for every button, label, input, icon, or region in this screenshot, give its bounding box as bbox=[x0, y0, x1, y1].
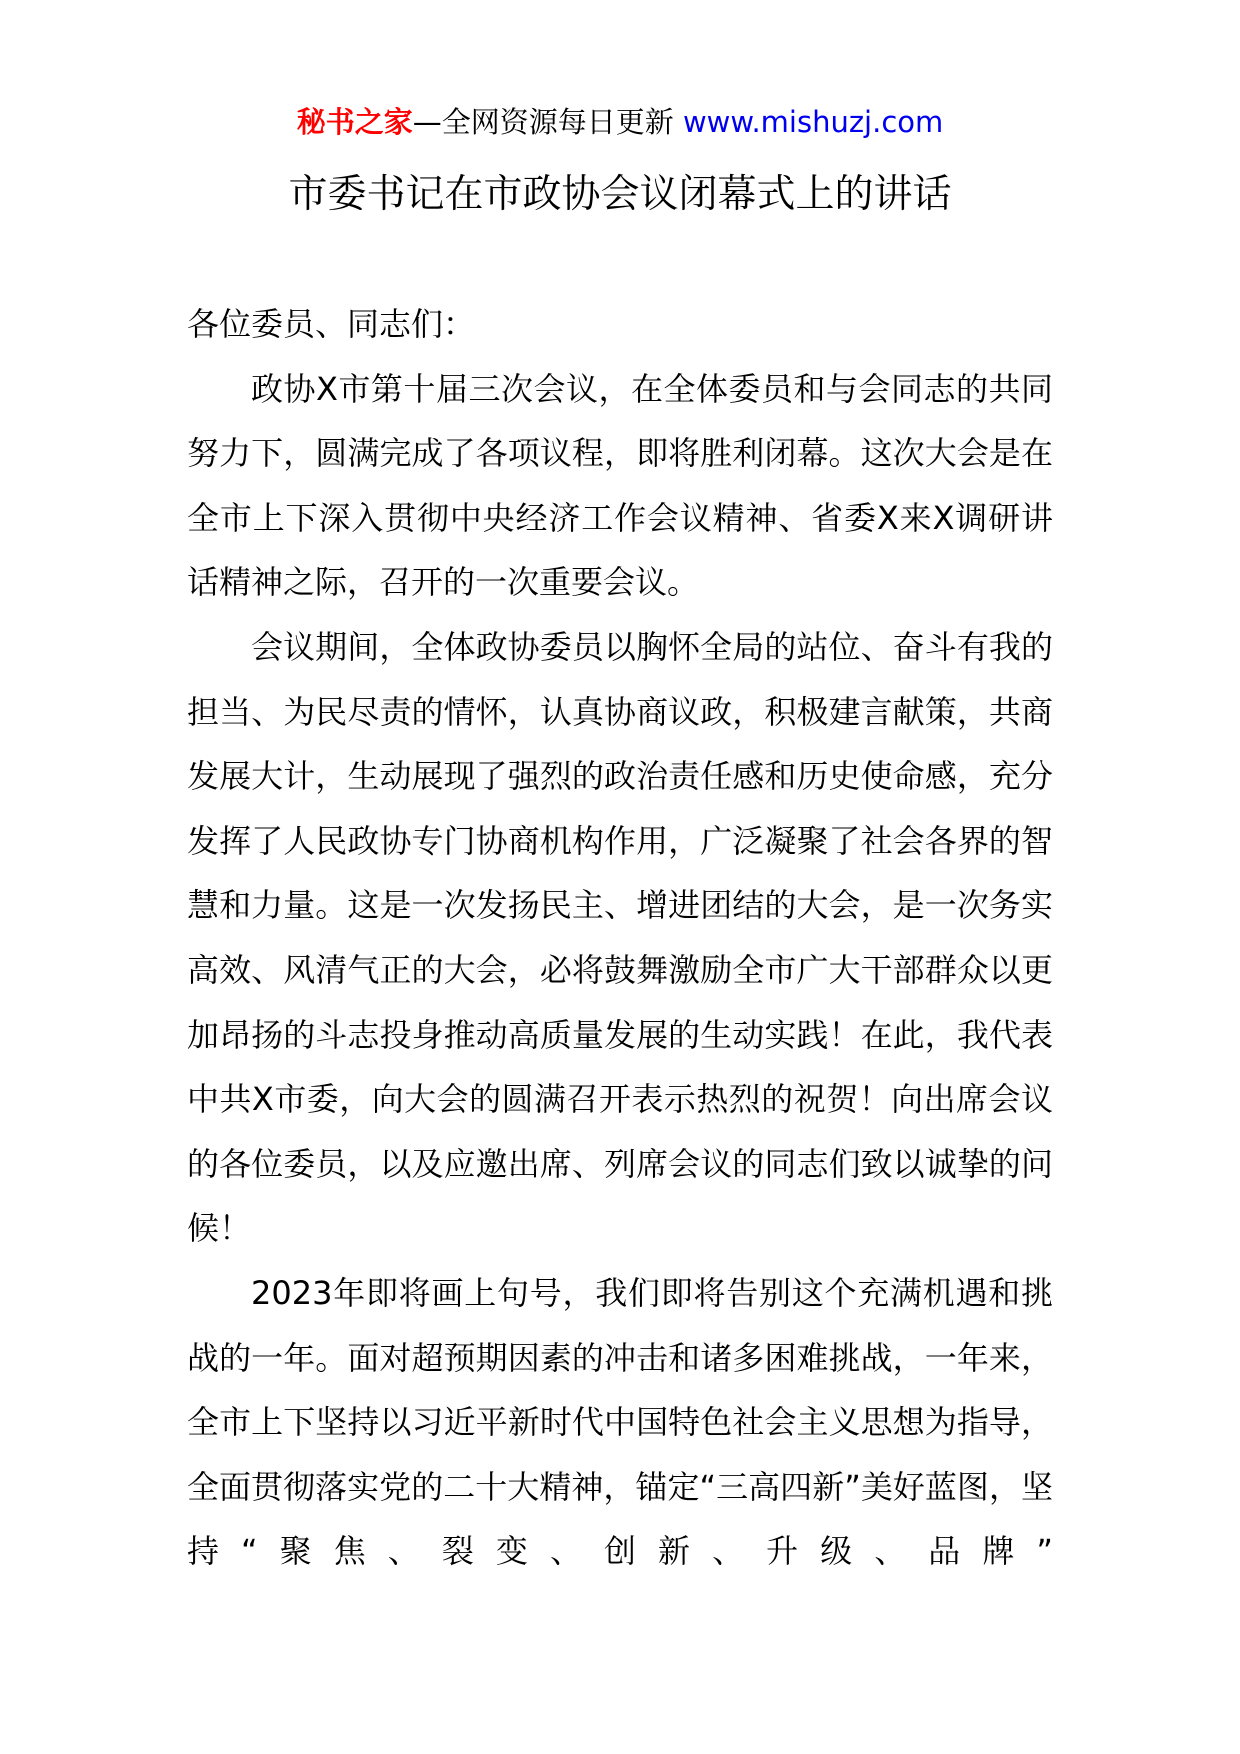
paragraph-2: 会议期间，全体政协委员以胸怀全局的站位、奋斗有我的担当、为民尽责的情怀，认真协商议政，积极建言献策，共商发展大计，生动展现了强烈的政治责任感和历史使命感，充分发挥了人民政协专门协商机构作用，广泛凝聚了社会各界的智慧和力量。这是一次发扬民主、增进团结的大会，是一次务实高效、风清气正的大会，必将鼓舞激励全市广大干部群众以更加昂扬的斗志投身推动高质量发展的生动实践！在此，我代表中共X市委，向大会的圆满召开表示热烈的祝贺！向出席会议的各位委员，以及应邀出席、列席会议的同志们致以诚挚的问候！ bbox=[187, 627, 1053, 1248]
document-title: 市委书记在市政协会议闭幕式上的讲话 bbox=[288, 172, 952, 217]
site-slogan: —全网资源每日更新 bbox=[412, 105, 674, 139]
brand-name: 秘书之家 bbox=[296, 105, 413, 139]
site-url-link[interactable]: www.mishuzj.com bbox=[682, 105, 944, 139]
site-header bbox=[0, 102, 1240, 142]
salutation: 各位委员、同志们： bbox=[187, 305, 476, 343]
document-body bbox=[187, 292, 1053, 1584]
paragraph-3: 2023年即将画上句号，我们即将告别这个充满机遇和挑战的一年。面对超预期因素的冲击和诸多困难挑战，一年来，全市上下坚持以习近平新时代中国特色社会主义思想为指导，全面贯彻落实党的二十大精神，锚定“三高四新”美好蓝图，坚持“聚焦、裂变、创新、升级、品牌” bbox=[187, 1273, 1053, 1571]
paragraph-1: 政协X市第十届三次会议，在全体委员和与会同志的共同努力下，圆满完成了各项议程，即将胜利闭幕。这次大会是在全市上下深入贯彻中央经济工作会议精神、省委X来X调研讲话精神之际，召开的一次重要会议。 bbox=[187, 369, 1053, 602]
